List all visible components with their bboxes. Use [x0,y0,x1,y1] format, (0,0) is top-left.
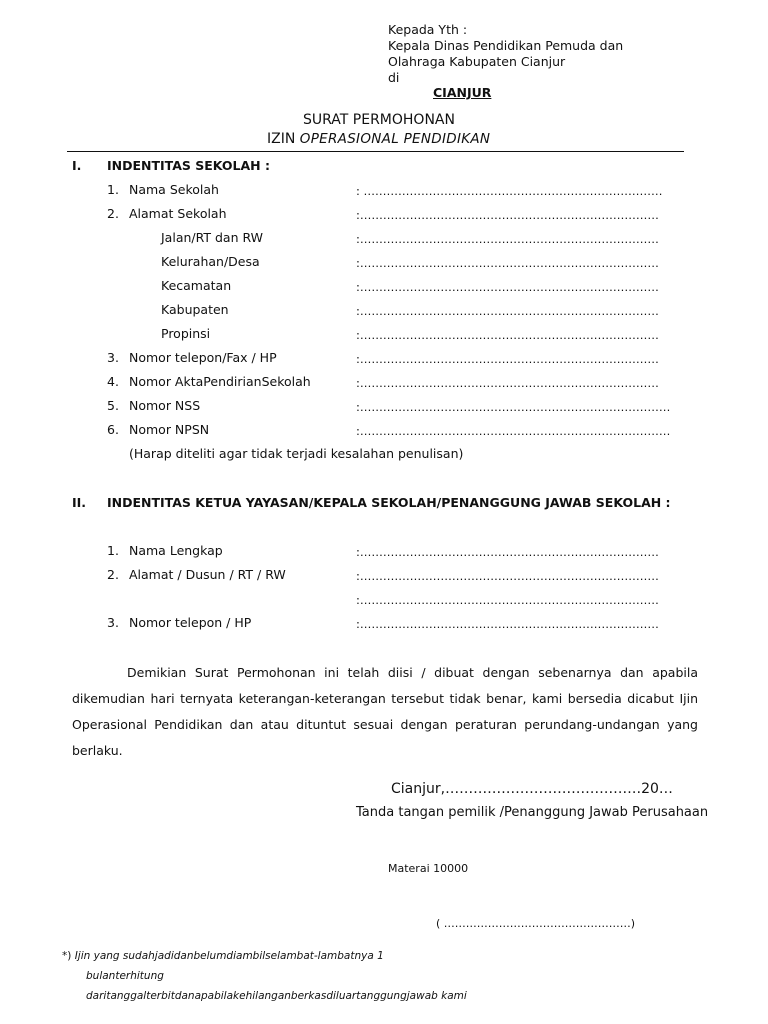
field-label: Nomor telepon/Fax / HP [129,350,277,365]
field-number: 6. [107,422,119,437]
field-label: Alamat / Dusun / RT / RW [129,567,286,582]
field-number: 4. [107,374,119,389]
footnote-line-2: bulanterhitung [86,970,164,982]
stamp-label: Materai 10000 [388,862,469,875]
field-number: 2. [107,206,119,221]
field-number: 3. [107,615,119,630]
field-value: :…………………………………………………………………… [356,232,659,246]
field-value: :…………………………………………………………………… [356,280,659,294]
field-label: Kelurahan/Desa [161,254,260,269]
field-number: 1. [107,182,119,197]
closing-paragraph: Demikian Surat Permohonan ini telah diisi / dibuat dengan sebenarnya dan apabila dikemudian hari ternyata keterangan-keterangan tersebut tidak benar, kami bersedia dicabut Ijin Operasional Pendidikan dan atau dituntut sesuai dengan peraturan perundang-undangan yang berlaku. [72,665,698,758]
section-1-number: I. [72,158,82,173]
recipient-line-3: Olahraga Kabupaten Cianjur [388,54,566,69]
field-value: : …………………………………………………………………… [356,184,663,198]
field-value: :…………………………………………………………………… [356,352,659,366]
section-2-heading: INDENTITAS KETUA YAYASAN/KEPALA SEKOLAH/PENANGGUNG JAWAB SEKOLAH : [107,495,671,510]
field-value: :…………………………………………………………………… [356,545,659,559]
footnote-line-3: daritanggalterbitdanapabilakehilanganberkasdiluartanggungjawab kami [86,990,467,1002]
section-2-number: II. [72,495,87,510]
section-1-note: (Harap diteliti agar tidak terjadi kesalahan penulisan) [129,446,464,461]
field-label: Nomor NPSN [129,422,210,437]
letter-subtitle [267,131,490,147]
recipient-line-1: Kepada Yth : [388,22,468,37]
field-value: :…………………………………………………………………… [356,256,659,270]
place-date: Cianjur,……………………………………20… [391,781,673,797]
field-label: Kecamatan [161,278,232,293]
field-label: Nomor telepon / HP [129,615,252,630]
footnote-line-1 [62,950,384,962]
field-value: :…………………………………………………………………… [356,304,659,318]
title-underline [67,151,684,152]
section-1-heading: INDENTITAS SEKOLAH : [107,158,270,173]
field-value: :…………………………………………………………………… [356,328,659,342]
field-number: 1. [107,543,119,558]
field-value: :……………………………………………………………………… [356,400,671,414]
subtitle-italic: OPERASIONAL PENDIDIKAN [299,131,491,147]
letter-title: SURAT PERMOHONAN [303,112,455,128]
field-value: :…………………………………………………………………… [356,569,659,583]
field-label: Kabupaten [161,302,229,317]
field-label: Nama Sekolah [129,182,219,197]
field-label: Jalan/RT dan RW [161,230,264,245]
footnote-text-1: Ijin yang sudahjadidanbelumdiambilselambat-lambatnya 1 [74,950,384,962]
field-number: 2. [107,567,119,582]
field-label: Nama Lengkap [129,543,223,558]
field-label: Propinsi [161,326,211,341]
recipient-city: CIANJUR [433,85,492,100]
field-value: :…………………………………………………………………… [356,208,659,222]
field-label: Alamat Sekolah [129,206,227,221]
field-value: :…………………………………………………………………… [356,593,659,607]
field-label: Nomor AktaPendirianSekolah [129,374,311,389]
field-value: :…………………………………………………………………… [356,376,659,390]
field-number: 3. [107,350,119,365]
field-number: 5. [107,398,119,413]
footnote-marker: *) [62,950,72,962]
recipient-line-2: Kepala Dinas Pendidikan Pemuda dan [388,38,624,53]
subtitle-prefix: IZIN [267,131,296,147]
signer-name-line: ( ……………………………………………) [436,917,636,930]
field-value: :……………………………………………………………………… [356,424,671,438]
recipient-line-4: di [388,70,400,85]
signer-title: Tanda tangan pemilik /Penanggung Jawab Perusahaan [356,805,709,820]
field-label: Nomor NSS [129,398,201,413]
field-value: :…………………………………………………………………… [356,617,659,631]
